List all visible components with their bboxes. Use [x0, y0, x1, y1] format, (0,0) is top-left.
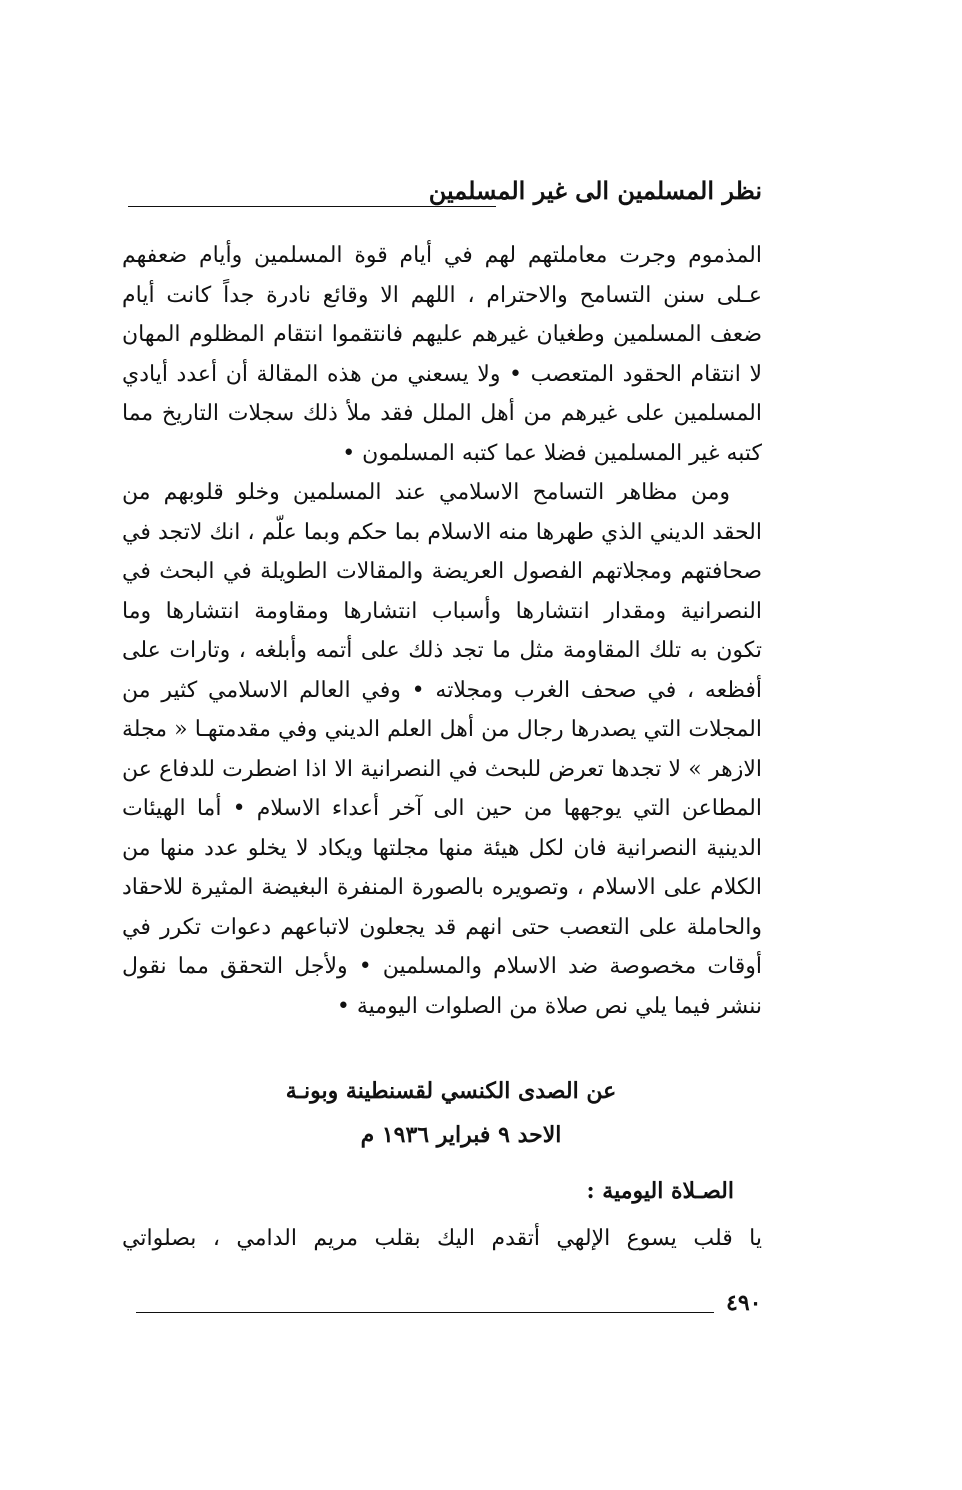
body-text: [122, 236, 762, 1026]
prayer-first-line: يا قلب يسوع الإلهي أتقدم اليك بقلب مريم الدامي ، بصلواتي: [122, 1226, 762, 1251]
paragraph-1: المذموم وجرت معاملتهم لهم في أيام قوة المسلمين وأيام ضعفهم عـلى سنن التسامح والاحترام ، اللهم الا وقائع نادرة جداً كانت أيام ضعف المسلمين وطغيان غيرهم عليهم فانتقموا انتقام المظلوم المهان لا انتقام الحقود المتعصب • ولا يسعني من هذه المقالة أن أعدد أيادي المسلمين على غيرهم من أهل الملل فقد ملأ ذلك سجلات التاريخ مما كتبه غير المسلمين فضلا عما كتبه المسلمون •: [122, 243, 762, 466]
running-head: نظر المسلمين الى غير المسلمين: [428, 176, 762, 205]
running-head-rule: [128, 206, 496, 207]
page-number: ٤٩٠: [726, 1290, 762, 1316]
date-heading: الاحد ٩ فبراير ١٩٣٦ م: [360, 1122, 562, 1148]
paragraph-2: ومن مظاهر التسامح الاسلامي عند المسلمين وخلو قلوبهم من الحقد الديني الذي طهرها منه الاسلام بما حكم وبما علّم ، انك لاتجد في صحافتهم ومجلاتهم الفصول العريضة والمقالات الطويلة في البحث في النصرانية ومقدار انتشارها وأسباب انتشارها ومقاومة انتشارها وما تكون به تلك المقاومة مثل ما تجد ذلك على أتمه وأبلغه ، وتارات على أفظعه ، في صحف الغرب ومجلاته • وفي العالم الاسلامي كثير من المجلات التي يصدرها رجال من أهل العلم الديني وفي مقدمتهـا « مجلة الازهر » لا تجدها تعرض للبحث في النصرانية الا اذا اضطرت للدفاع عن المطاعن التي يوجهها من حين الى آخر أعداء الاسلام • أما الهيئات الدينية النصرانية فان لكل هيئة منها مجلتها ويكاد لا يخلو عدد منها من الكلام على الاسلام ، وتصويره بالصورة المنفرة البغيضة المثيرة للاحقاد والحاملة على التعصب حتى انهم قد يجعلون لاتباعهم دعوات تكرر في أوقات مخصوصة ضد الاسلام والمسلمين • ولأجل التحقق مما نقول ننشر فيما يلي نص صلاة من الصلوات اليومية •: [122, 480, 762, 1019]
source-heading: عن الصدى الكنسي لقسنطينة وبونـة: [285, 1078, 617, 1104]
footer-rule: [136, 1312, 714, 1313]
prayer-title: الصـلاة اليومية :: [586, 1178, 734, 1204]
